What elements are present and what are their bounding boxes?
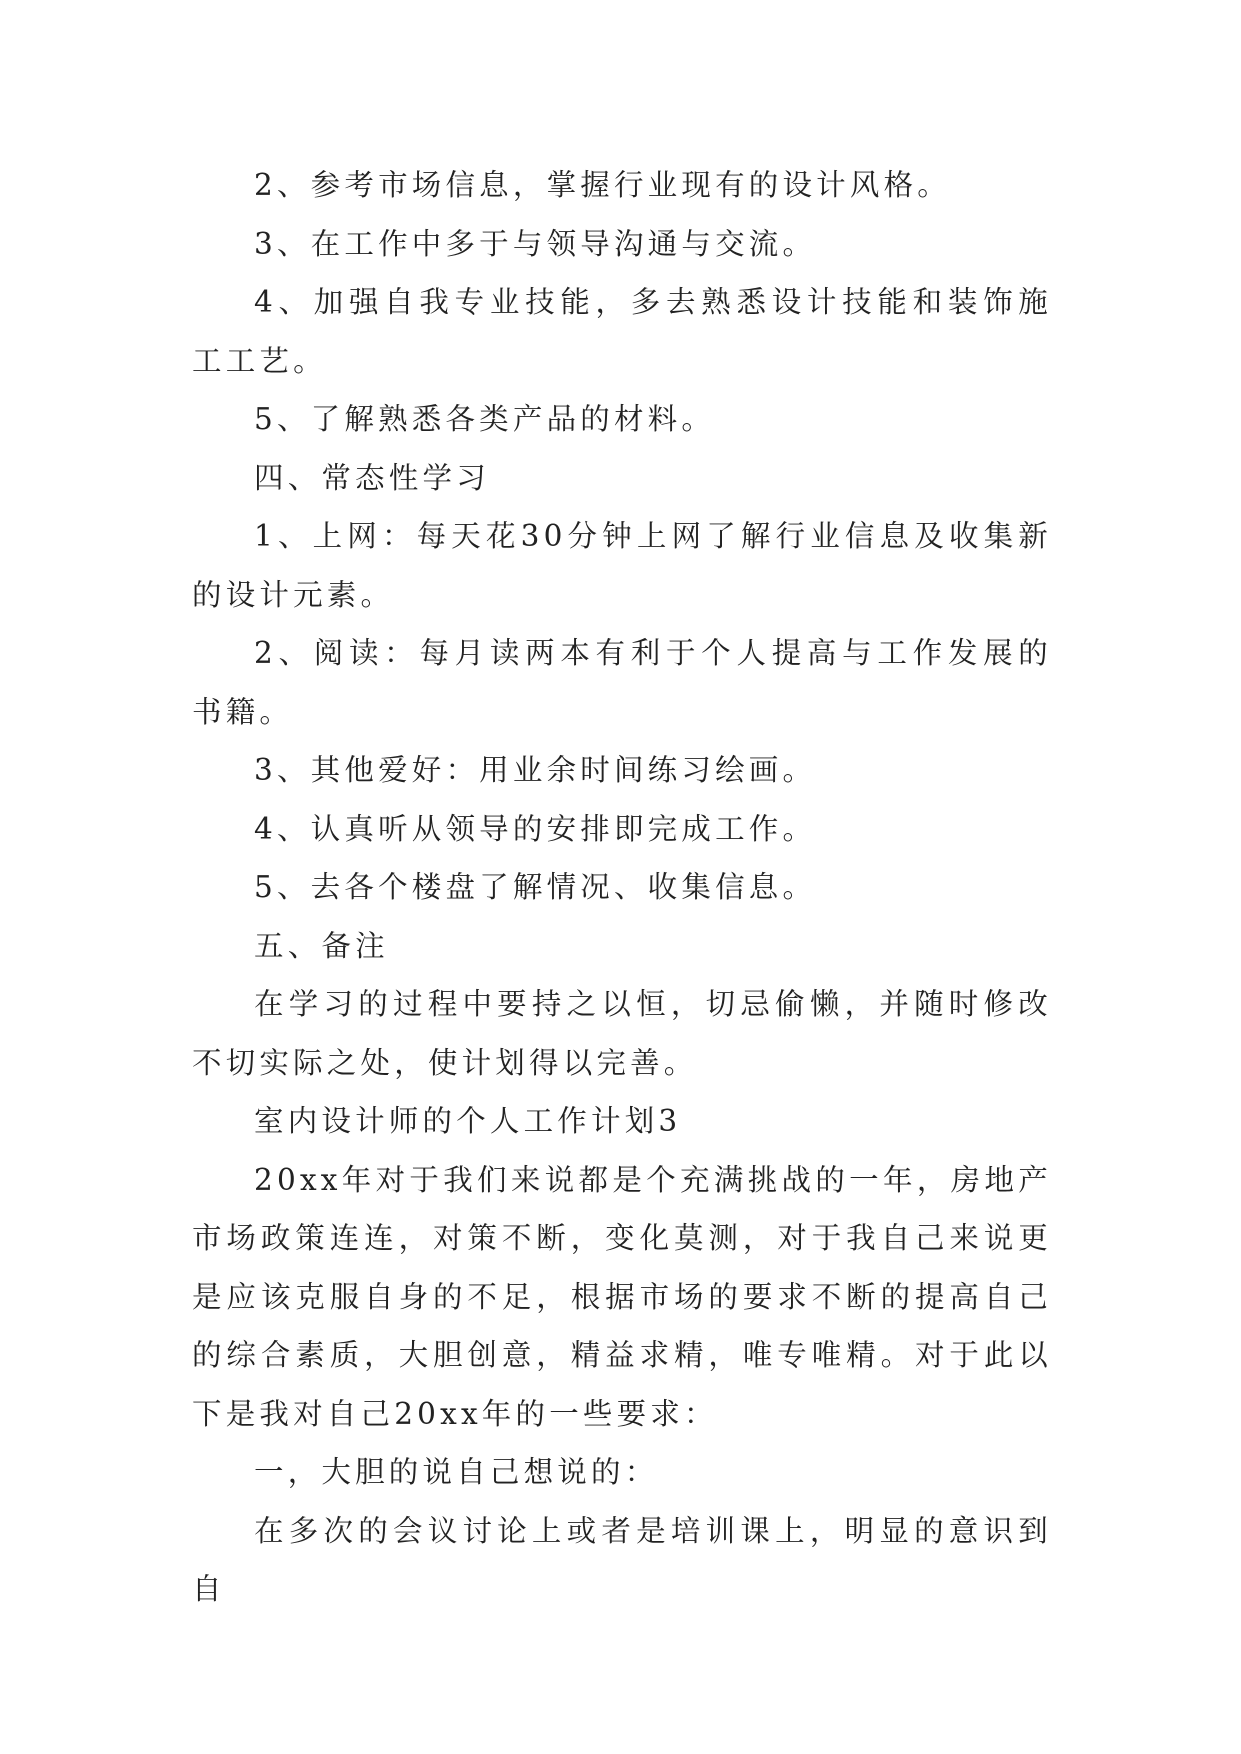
plan-title: 室内设计师的个人工作计划3 xyxy=(254,1104,682,1138)
section-heading-regular-learning: 四、常态性学习 xyxy=(254,460,490,495)
list-item-reading: 2、阅读：每月读两本有利于个人提高与工作发展的书籍。 xyxy=(192,636,1052,729)
list-item-communication: 3、在工作中多于与领导沟通与交流。 xyxy=(254,226,817,261)
list-item-market-info: 2、参考市场信息，掌握行业现有的设计风格。 xyxy=(254,168,951,202)
list-item-materials: 5、了解熟悉各类产品的材料。 xyxy=(254,402,716,436)
intro-paragraph: 20xx年对于我们来说都是个充满挑战的一年，房地产市场政策连连，对策不断，变化莫测，对于我自己来说更是应该克服自身的不足，根据市场的要求不断的提高自己的综合素质，大胆创意，精益求精，唯专唯精。对于此以下是我对自己20xx年的一些要求： xyxy=(192,1162,1052,1431)
body-paragraph: 在多次的会议讨论上或者是培训课上，明显的意识到自 xyxy=(192,1513,1052,1606)
list-item-site-visits: 5、去各个楼盘了解情况、收集信息。 xyxy=(254,870,817,904)
notes-paragraph: 在学习的过程中要持之以恒，切忌偷懒，并随时修改不切实际之处，使计划得以完善。 xyxy=(192,987,1052,1080)
document-body xyxy=(192,156,1052,1619)
section-heading-notes: 五、备注 xyxy=(254,928,389,963)
list-item-follow-leadership: 4、认真听从领导的安排即完成工作。 xyxy=(254,811,817,846)
list-item-hobbies: 3、其他爱好：用业余时间练习绘画。 xyxy=(254,753,817,787)
list-item-professional-skills: 4、加强自我专业技能，多去熟悉设计技能和装饰施工工艺。 xyxy=(192,285,1052,378)
section-heading-speak-boldly: 一，大胆的说自己想说的： xyxy=(254,1455,659,1489)
list-item-online: 1、上网：每天花30分钟上网了解行业信息及收集新的设计元素。 xyxy=(192,519,1052,612)
